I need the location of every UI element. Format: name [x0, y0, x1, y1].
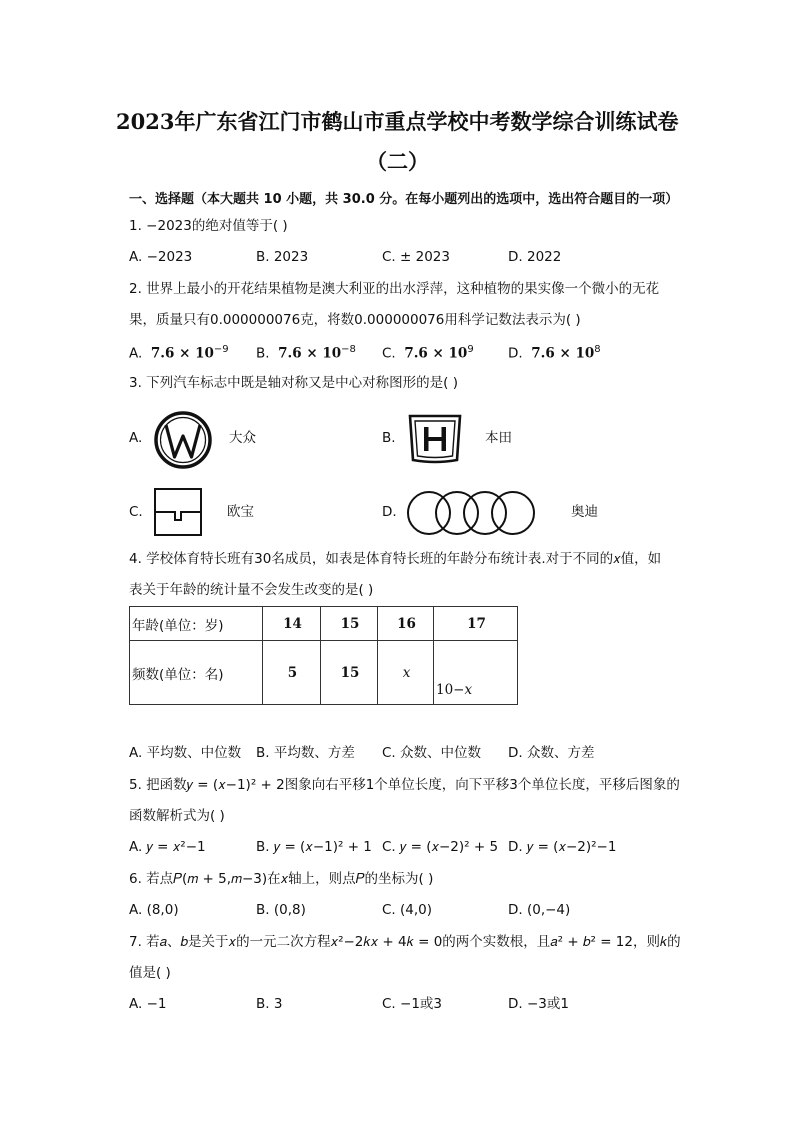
table-cell: 年龄(单位：岁) [130, 607, 263, 641]
q6-option-d: D. (0,−4) [508, 902, 571, 918]
q2-option-d-exp: 8 [594, 344, 601, 355]
q2-option-a-exp: −9 [213, 344, 229, 355]
q1-option-b: B. 2023 [256, 249, 309, 265]
question-4-stem-cont: 表关于年龄的统计量不会发生改变的是( ) [129, 582, 374, 598]
question-7-stem: 7. 若𝑎、𝑏是关于𝑥的一元二次方程𝑥²−2𝑘𝑥 + 4𝑘 = 0的两个实数根，且𝑎² + 𝑏² = 12，则𝑘的 [129, 934, 681, 950]
honda-logo-icon [407, 413, 463, 465]
q3-option-d-label: D. [382, 504, 397, 520]
q2-option-c-label: C. [382, 345, 396, 362]
q3-option-d-name: 奥迪 [571, 504, 598, 520]
question-5-stem: 5. 把函数𝑦 = (𝑥−1)² + 2图象向右平移1个单位长度，向下平移3个单位长度，平移后图象的 [129, 777, 680, 793]
q7-option-d: D. −3或1 [508, 996, 569, 1012]
table-cell: 14 [263, 607, 321, 641]
age-distribution-table [129, 606, 518, 705]
q7-option-a: A. −1 [129, 996, 167, 1012]
q5-option-d: D. 𝑦 = (𝑥−2)²−1 [508, 839, 617, 855]
q6-option-a: A. (8,0) [129, 902, 179, 918]
q2-option-d-base: 7.6 × 10 [531, 345, 595, 362]
q3-option-a-label: A. [129, 430, 143, 446]
q2-option-b-base: 7.6 × 10 [278, 345, 342, 362]
q4-option-b: B. 平均数、方差 [256, 745, 355, 761]
q6-option-b: B. (0,8) [256, 902, 306, 918]
table-cell: 15 [321, 641, 378, 705]
q2-option-a [129, 345, 229, 361]
q2-option-a-base: 7.6 × 10 [150, 345, 214, 362]
q2-option-a-label: A. [129, 345, 143, 362]
volkswagen-logo-icon [154, 411, 212, 469]
table-cell: 𝑥 [378, 641, 434, 705]
q3-option-c-name: 欧宝 [227, 504, 254, 520]
q4-option-d: D. 众数、方差 [508, 745, 595, 761]
q2-option-d-label: D. [508, 345, 523, 362]
page-title: 2023年广东省江门市鹤山市重点学校中考数学综合训练试卷 [116, 109, 679, 134]
q2-option-b [256, 345, 356, 361]
table-cell: 17 [434, 607, 518, 641]
q4-option-c: C. 众数、中位数 [382, 745, 482, 761]
q3-option-c-label: C. [129, 504, 143, 520]
table-cell: 10−𝑥 [434, 641, 518, 705]
q2-option-b-exp: −8 [341, 344, 356, 355]
q1-option-d: D. 2022 [508, 249, 562, 265]
question-5-stem-cont: 函数解析式为( ) [129, 808, 225, 824]
question-7-stem-cont: 值是( ) [129, 965, 171, 981]
q2-option-c [382, 345, 474, 361]
q1-option-c: C. ± 2023 [382, 249, 450, 265]
page-subtitle: （二） [366, 149, 429, 174]
question-1-stem: 1. −2023的绝对值等于( ) [129, 218, 288, 234]
table-cell: 15 [321, 607, 378, 641]
table-cell: 频数(单位：名) [130, 641, 263, 705]
q5-option-c: C. 𝑦 = (𝑥−2)² + 5 [382, 839, 499, 855]
q4-option-a: A. 平均数、中位数 [129, 745, 242, 761]
q7-option-b: B. 3 [256, 996, 283, 1012]
q3-option-b-name: 本田 [485, 430, 512, 446]
table-cell: 16 [378, 607, 434, 641]
question-2-stem-cont: 果，质量只有0.000000076克，将数0.000000076用科学记数法表示为( ) [129, 312, 581, 328]
section-header: 一、选择题（本大题共 10 小题，共 30.0 分。在每小题列出的选项中，选出符合题目的一项） [129, 192, 679, 207]
q2-option-b-label: B. [256, 345, 270, 362]
audi-logo-icon [406, 490, 536, 536]
q2-option-d [508, 345, 601, 361]
q5-option-b: B. 𝑦 = (𝑥−1)² + 1 [256, 839, 372, 855]
q3-option-b-label: B. [382, 430, 396, 446]
opel-logo-icon [153, 487, 203, 537]
q3-option-a-name: 大众 [229, 430, 256, 446]
question-2-stem: 2. 世界上最小的开花结果植物是澳大利亚的出水浮萍，这种植物的果实像一个微小的无花 [129, 281, 660, 297]
q2-option-c-exp: 9 [467, 344, 474, 355]
table-row [130, 641, 518, 705]
q7-option-c: C. −1或3 [382, 996, 442, 1012]
table-cell: 5 [263, 641, 321, 705]
q1-option-a: A. −2023 [129, 249, 193, 265]
question-6-stem: 6. 若点𝑃(𝑚 + 5,𝑚−3)在𝑥轴上，则点𝑃的坐标为( ) [129, 871, 434, 887]
question-4-stem: 4. 学校体育特长班有30名成员，如表是体育特长班的年龄分布统计表.对于不同的𝑥值，如 [129, 551, 662, 567]
question-3-stem: 3. 下列汽车标志中既是轴对称又是中心对称图形的是( ) [129, 375, 458, 391]
q2-option-c-base: 7.6 × 10 [404, 345, 468, 362]
q5-option-a: A. 𝑦 = 𝑥²−1 [129, 839, 206, 855]
q6-option-c: C. (4,0) [382, 902, 433, 918]
table-header-row [130, 607, 518, 641]
